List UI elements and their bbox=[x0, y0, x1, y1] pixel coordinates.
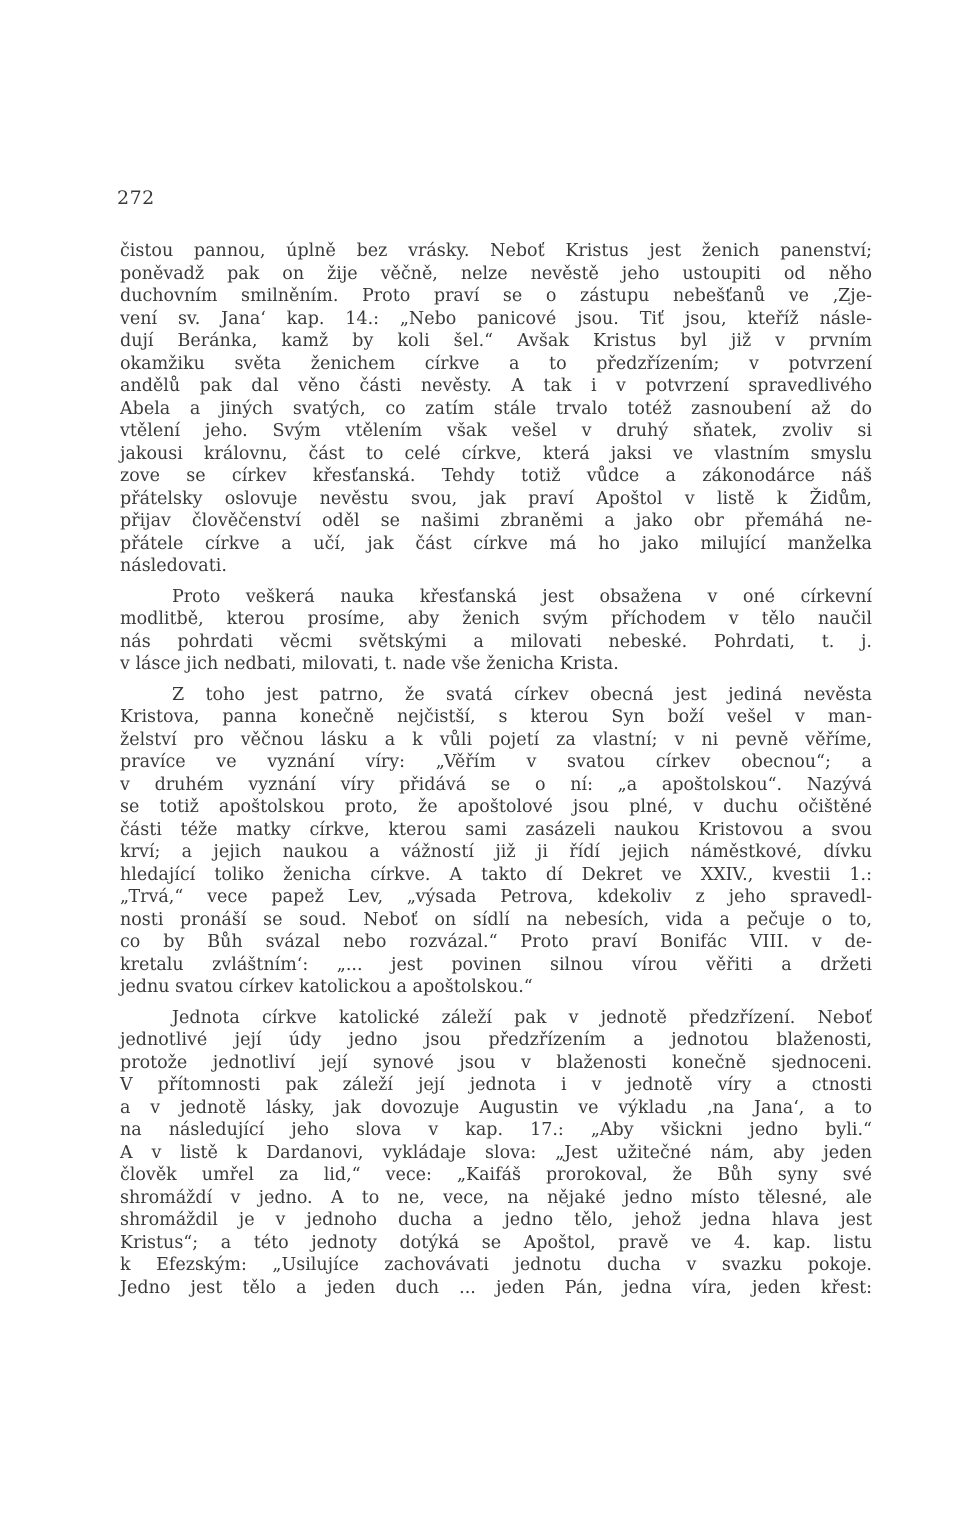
body-text bbox=[120, 240, 872, 1299]
text-line: přátele církve a učí, jak část církve má ho jako milující manželka bbox=[120, 533, 872, 554]
text-line: okamžiku světa ženichem církve a to předzřízením; v potvrzení bbox=[120, 353, 872, 374]
text-line: shromáždil je v jednoho ducha a jedno tělo, jehož jedna hlava jest bbox=[120, 1210, 872, 1230]
text-line: části téže matky církve, kterou sami zasázeli naukou Kristovou a svou bbox=[120, 819, 872, 840]
text-line: vtělení jeho. Svým vtělením však vešel v druhý sňatek, zvoliv si bbox=[120, 421, 872, 441]
text-line: Jedno jest tělo a jeden duch ... jeden Pán, jedna víra, jeden křest: bbox=[120, 1277, 872, 1298]
text-line: následovati. bbox=[120, 556, 227, 576]
paragraph-2 bbox=[120, 586, 872, 676]
text-line: přátelsky oslovuje nevěstu svou, jak praví Apoštol v listě k Židům, bbox=[120, 488, 872, 509]
text-line: co by Bůh svázal nebo rozvázal.“ Proto praví Bonifác VIII. v de- bbox=[120, 932, 872, 952]
text-line: jakousi královnu, část to celé církve, která jaksi ve vlastním smyslu bbox=[120, 443, 872, 464]
text-line: k Efezským: „Usilujíce zachovávati jednotu ducha v svazku pokoje. bbox=[120, 1255, 872, 1275]
text-line: Abela a jiných svatých, co zatím stále trvalo totéž zasnoubení až do bbox=[120, 398, 872, 419]
text-line: pravíce ve vyznání víry: „Věřím v svatou církev obecnou“; a bbox=[120, 752, 872, 772]
text-line: shromáždí v jedno. A to ne, vece, na nějaké jedno místo tělesné, ale bbox=[120, 1187, 872, 1208]
text-line: nás pohrdati věcmi světskými a milovati nebeské. Pohrdati, t. j. bbox=[120, 631, 872, 652]
text-line: Proto veškerá nauka křesťanská jest obsažena v oné církevní bbox=[172, 586, 872, 607]
text-line: V přítomnosti pak záleží její jednota i v jednotě víry a ctnosti bbox=[120, 1075, 872, 1095]
text-line: jednotlivé její údy jedno jsou předzřízením a jednotou blaženosti, bbox=[120, 1030, 872, 1050]
text-line: zove se církev křesťanská. Tehdy totiž vůdce a zákonodárce náš bbox=[120, 466, 872, 486]
text-line: se totiž apoštolskou proto, že apoštolové jsou plné, v duchu očištěné bbox=[120, 797, 872, 817]
text-line: přijav člověčenství oděl se našimi zbraněmi a jako obr přemáhá ne- bbox=[120, 511, 872, 531]
text-line: vení sv. Jana‘ kap. 14.: „Nebo panicové jsou. Tiť jsou, kteříž násle- bbox=[120, 308, 872, 329]
text-line: „Trvá,“ vece papež Lev, „výsada Petrova, kdekoliv z jeho spravedl- bbox=[120, 887, 872, 907]
text-line: andělů pak dal věno části nevěsty. A tak i v potvrzení spravedlivého bbox=[120, 376, 872, 396]
text-line: v lásce jich nedbati, milovati, t. nade vše ženicha Krista. bbox=[120, 654, 619, 674]
text-line: želství pro věčnou lásku a k vůli pojetí za vlastní; v ni pevně věříme, bbox=[120, 729, 872, 750]
text-line: člověk umřel za lid,“ vece: „Kaifáš prorokoval, že Bůh syny své bbox=[120, 1165, 872, 1185]
text-line: poněvadž pak on žije věčně, nelze nevěstě jeho ustoupiti od něho bbox=[120, 263, 872, 284]
text-line: a v jednotě lásky, jak dovozuje Augustin ve výkladu ‚na Jana‘, a to bbox=[120, 1097, 872, 1118]
paragraph-4 bbox=[120, 1007, 872, 1300]
text-line: Kristus“; a této jednoty dotýká se Apoštol, pravě ve 4. kap. listu bbox=[120, 1232, 872, 1253]
text-line: dují Beránka, kamž by koli šel.“ Avšak Kristus byl již v prvním bbox=[120, 331, 872, 351]
text-line: hledající toliko ženicha církve. A takto dí Dekret ve XXIV., kvestii 1.: bbox=[120, 864, 872, 885]
text-line: duchovním smilněním. Proto praví se o zástupu nebešťanů ve ‚Zje- bbox=[120, 286, 872, 306]
text-line: krví; a jejich naukou a vážností již ji řídí jejich náměstkové, dívku bbox=[120, 842, 872, 862]
text-line: Z toho jest patrno, že svatá církev obecná jest jediná nevěsta bbox=[172, 684, 872, 705]
text-line: čistou pannou, úplně bez vrásky. Neboť Kristus jest ženich panenství; bbox=[120, 241, 872, 261]
text-line: Jednota církve katolické záleží pak v jednotě předzřízení. Neboť bbox=[172, 1007, 872, 1028]
text-line: v druhém vyznání víry přidává se o ní: „a apoštolskou“. Nazývá bbox=[120, 774, 872, 795]
text-line: A v listě k Dardanovi, vykládaje slova: „Jest užitečné nám, aby jeden bbox=[120, 1142, 872, 1163]
paragraph-1 bbox=[120, 240, 872, 578]
text-line: modlitbě, kterou prosíme, aby ženich svým příchodem v tělo naučil bbox=[120, 609, 872, 629]
text-line: protože jednotliví její synové jsou v blaženosti konečně sjednoceni. bbox=[120, 1052, 872, 1073]
text-line: jednu svatou církev katolickou a apoštolskou.“ bbox=[120, 977, 533, 997]
text-line: Kristova, panna konečně nejčistší, s kterou Syn boží vešel v man- bbox=[120, 707, 872, 727]
text-line: nosti pronáší se soud. Neboť on sídlí na nebesích, vida a pečuje o to, bbox=[120, 909, 872, 930]
text-line: kretalu zvláštním‘: „... jest povinen silnou vírou věřiti a držeti bbox=[120, 954, 872, 975]
paragraph-3 bbox=[120, 684, 872, 999]
page-number: 272 bbox=[117, 187, 155, 209]
text-line: na následující jeho slova v kap. 17.: „Aby všickni jedno byli.“ bbox=[120, 1120, 872, 1140]
